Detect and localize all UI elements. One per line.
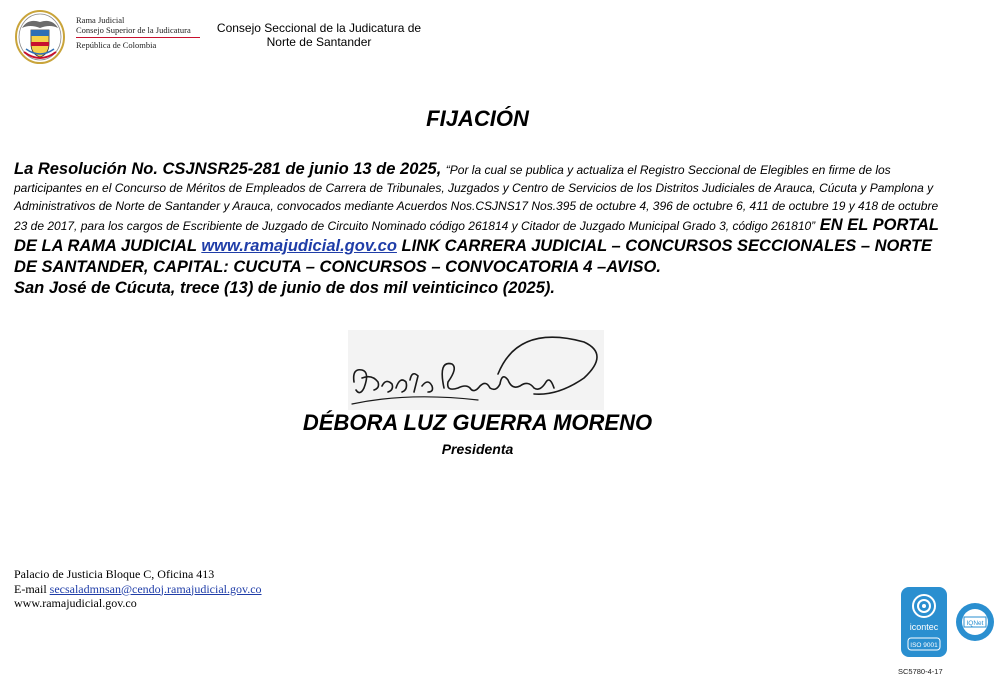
iqnet-logo-icon [955,602,995,642]
resolution-quote: “Por la cual se publica y actualiza el Registro Seccional de Elegibles en firme de los participantes en el Concurso de Méritos de Empleados de Carrera de Tribunales, Juzgados y Centro de Servicios de los Distritos Judiciales de Arauca, Cúcuta y Pamplona y Administrativos de Norte de Santander y Arauca, convocados mediante Acuerdos Nos.CSJNS17 Nos.395 de octubre 4, 396 de octubre 6, 411 de octubre 19 y 418 de octubre 23 de 2017, para los cargos de Escribiente de Juzgado de Circuito Nominado código 261814 y Citador de Juzgado Municipal Grado 3, código 261810” [14,163,939,233]
entity-name: Rama Judicial [76,15,125,25]
icontec-logo-icon [900,586,948,658]
document-body [14,160,944,299]
header-divider [76,37,200,38]
portal-link[interactable]: www.ramajudicial.gov.co [201,237,397,255]
council-title-line1: Consejo Seccional de la Judicatura de [216,21,422,35]
resolution-lead: La Resolución No. CSJNSR25-281 de junio 13 de 2025 [14,160,437,178]
signer-role: Presidenta [441,441,514,457]
footer-email-link[interactable]: secsaladmnsan@cendoj.ramajudicial.gov.co [49,581,262,596]
signature-image [348,330,604,410]
entity-country: República de Colombia [76,40,157,50]
footer-address: Palacio de Justicia Bloque C, Oficina 413 [14,567,215,581]
footer [14,567,262,611]
iso-label: ISO 9001 [910,642,938,649]
portal-path: LINK CARRERA JUDICIAL – CONCURSOS SECCIONALES – NORTE DE SANTANDER, CAPITAL: CUCUTA – CONCURSOS – CONVOCATORIA 4 –AVISO. [14,237,933,276]
document-title: FIJACIÓN [426,106,529,131]
signer-name: DÉBORA LUZ GUERRA MORENO [302,410,653,435]
council-title-line2: Norte de Santander [266,35,372,49]
entity-council: Consejo Superior de la Judicatura [76,25,191,35]
icontec-label: icontec [909,622,939,632]
certificate-code: SC5780-4-17 [898,667,943,676]
footer-website: www.ramajudicial.gov.co [14,596,137,610]
footer-email-line [14,582,262,597]
portal-intro: EN EL PORTAL DE LA RAMA JUDICIAL [14,216,939,255]
iqnet-label: IQNet [966,620,984,627]
entity-block [76,15,200,50]
footer-email-label: E-mail [14,581,50,596]
date-line: San José de Cúcuta, trece (13) de junio de dos mil veinticinco (2025). [14,279,555,297]
resolution-lead-comma: , [436,160,442,178]
coat-of-arms-icon [14,8,66,66]
council-title [206,21,432,49]
